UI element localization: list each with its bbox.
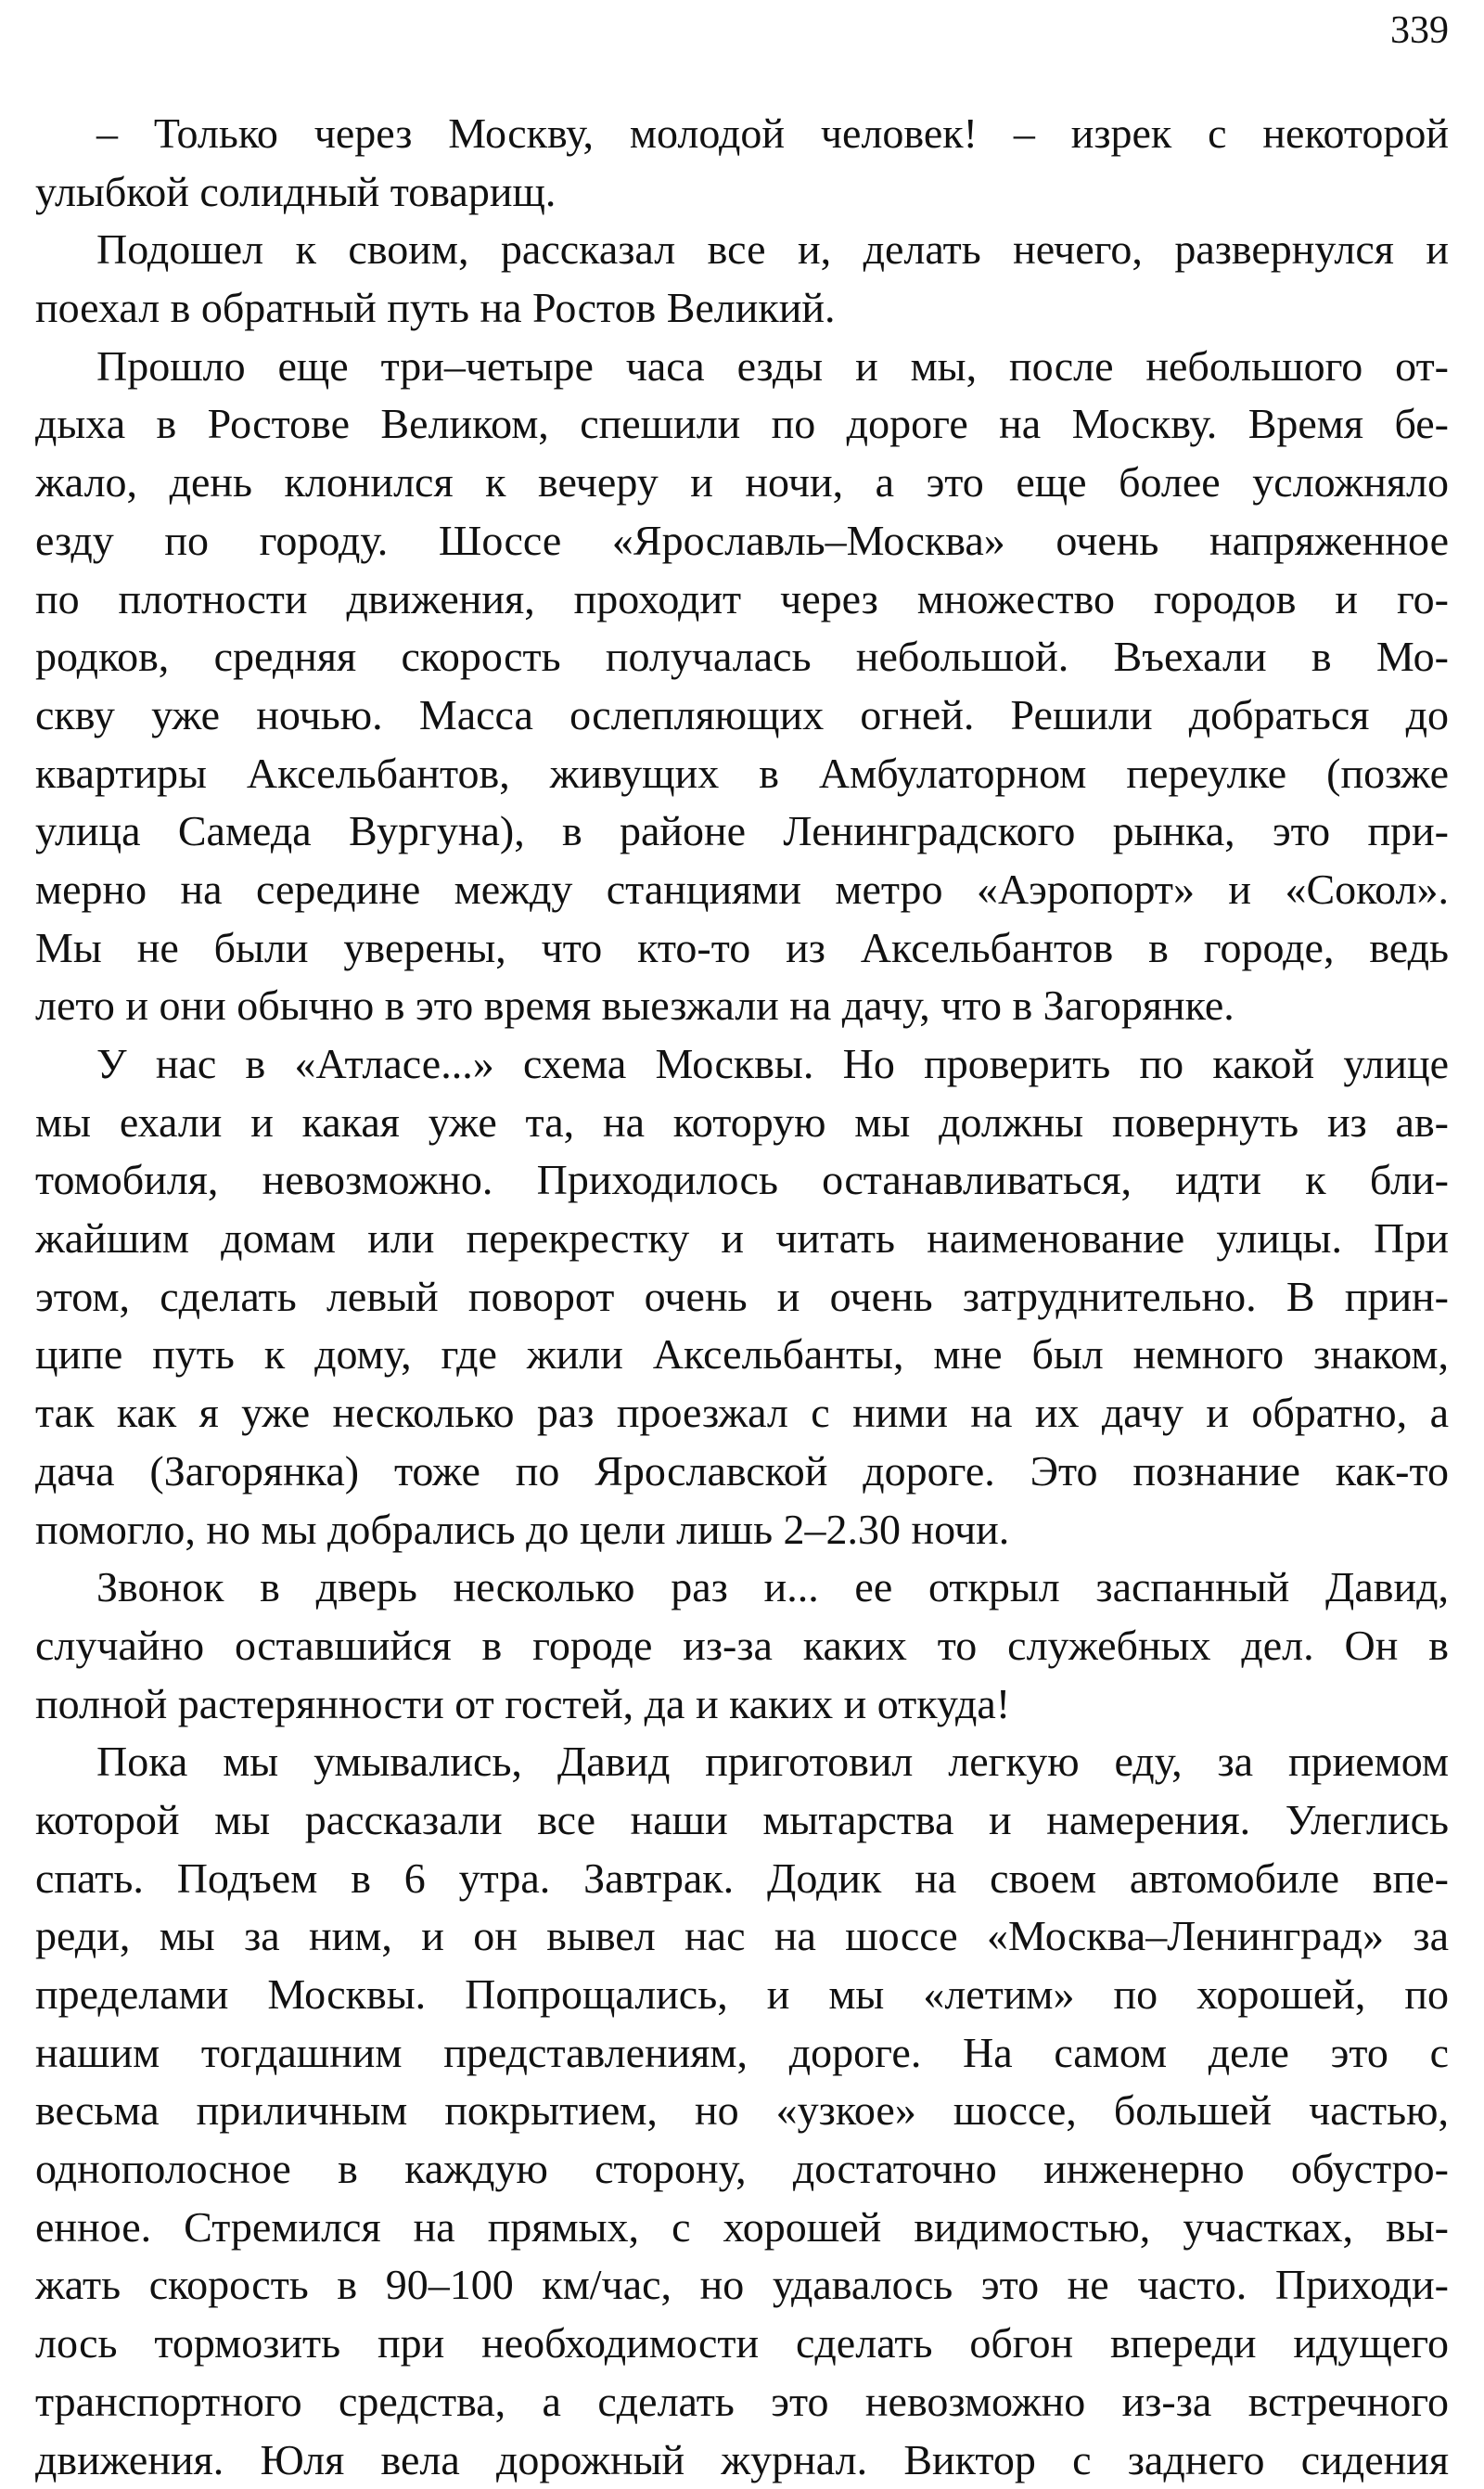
text-line: спать. Подъем в 6 утра. Завтрак. Додик на своем автомобиле впе- [35,1850,1449,1908]
text-line: по плотности движения, проходит через множество городов и го- [35,571,1449,629]
text-line: так как я уже несколько раз проезжал с ними на их дачу и обратно, а [35,1384,1449,1443]
text-line: – Только через Москву, молодой человек! – изрек с некоторой [35,105,1449,163]
text-line: скву уже ночью. Масса ослепляющих огней. Решили добраться до [35,686,1449,745]
text-line: жать скорость в 90–100 км/час, но удавалось это не часто. Приходи- [35,2256,1449,2315]
text-line: квартиры Аксельбантов, живущих в Амбулаторном переулке (позже [35,745,1449,803]
paragraph [35,1559,1449,1733]
text-line: ципе путь к дому, где жили Аксельбанты, мне был немного знаком, [35,1326,1449,1384]
text-line: мерно на середине между станциями метро «Аэропорт» и «Сокол». [35,861,1449,919]
text-line: случайно оставшийся в городе из-за каких то служебных дел. Он в [35,1617,1449,1675]
text-line: улыбкой солидный товарищ. [35,163,1449,222]
text-line: помогло, но мы добрались до цели лишь 2–2.30 ночи. [35,1501,1449,1559]
text-line: Мы не были уверены, что кто-то из Аксельбантов в городе, ведь [35,919,1449,978]
text-line: жало, день клонился к вечеру и ночи, а это еще более усложняло [35,454,1449,512]
paragraph [35,1733,1449,2489]
text-line: мы ехали и какая уже та, на которую мы должны повернуть из ав- [35,1094,1449,1152]
paragraph [35,1035,1449,1559]
paragraph [35,221,1449,337]
text-line: жайшим домам или перекрестку и читать наименование улицы. При [35,1210,1449,1268]
paragraph [35,105,1449,221]
text-line: транспортного средства, а сделать это невозможно из-за встречного [35,2373,1449,2431]
text-line: однополосное в каждую сторону, достаточно инженерно обустро- [35,2140,1449,2199]
text-line: движения. Юля вела дорожный журнал. Виктор с заднего сидения [35,2431,1449,2489]
text-line: У нас в «Атласе...» схема Москвы. Но проверить по какой улице [35,1035,1449,1094]
text-line: томобиля, невозможно. Приходилось останавливаться, идти к бли- [35,1151,1449,1210]
text-line: лето и они обычно в это время выезжали на дачу, что в Загорянке. [35,977,1449,1035]
text-line: Звонок в дверь несколько раз и... ее открыл заспанный Давид, [35,1559,1449,1617]
paragraph [35,338,1449,1035]
text-line: реди, мы за ним, и он вывел нас на шоссе «Москва–Ленинград» за [35,1907,1449,1966]
text-line: поехал в обратный путь на Ростов Великий. [35,279,1449,338]
text-line: улица Самеда Вургуна), в районе Ленинградского рынка, это при- [35,802,1449,861]
text-line: лось тормозить при необходимости сделать обгон впереди идущего [35,2315,1449,2373]
page-number: 339 [1390,7,1449,54]
text-line: которой мы рассказали все наши мытарства и намерения. Улеглись [35,1791,1449,1850]
text-line: весьма приличным покрытием, но «узкое» шоссе, большей частью, [35,2082,1449,2140]
text-line: полной растерянности от гостей, да и каких и откуда! [35,1675,1449,1734]
text-line: этом, сделать левый поворот очень и очень затруднительно. В прин- [35,1268,1449,1327]
text-line: Прошло еще три–четыре часа езды и мы, после небольшого от- [35,338,1449,396]
text-line: родков, средняя скорость получалась небольшой. Въехали в Мо- [35,628,1449,686]
text-line: нашим тогдашним представлениям, дороге. На самом деле это с [35,2024,1449,2083]
text-line: езду по городу. Шоссе «Ярославль–Москва» очень напряженное [35,512,1449,571]
text-line: енное. Стремился на прямых, с хорошей видимостью, участках, вы- [35,2199,1449,2257]
text-line: Пока мы умывались, Давид приготовил легкую еду, за приемом [35,1733,1449,1791]
text-body [35,105,1449,2489]
text-line: дача (Загорянка) тоже по Ярославской дороге. Это познание как-то [35,1443,1449,1501]
text-line: Подошел к своим, рассказал все и, делать нечего, развернулся и [35,221,1449,279]
text-line: пределами Москвы. Попрощались, и мы «летим» по хорошей, по [35,1966,1449,2024]
text-line: дыха в Ростове Великом, спешили по дороге на Москву. Время бе- [35,395,1449,454]
